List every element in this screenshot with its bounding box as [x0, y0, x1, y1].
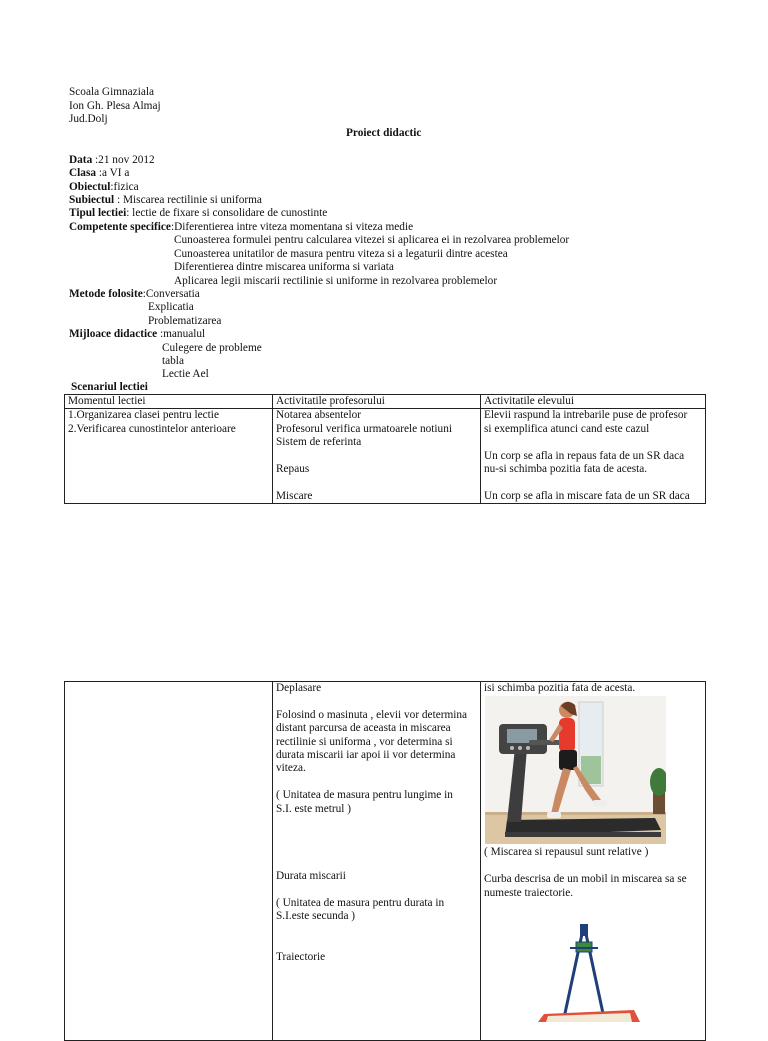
lesson-type-value: : lectie de fixare si consolidare de cunostinte [126, 207, 328, 219]
cell-line: Curba descrisa de un mobil in miscarea sa se [484, 873, 687, 886]
compass-clipart [514, 922, 664, 1022]
cell-line: ( Unitatea de masura pentru durata in [276, 896, 445, 909]
cell-line: Un corp se afla in miscare fata de un SR daca [484, 489, 690, 502]
column-header: Activitatile profesorului [273, 395, 481, 409]
means-label: Mijloace didactice [69, 328, 158, 340]
cell-line: ( Unitatea de masura pentru lungime in [276, 789, 453, 802]
competences-line [69, 221, 413, 234]
subject-line [69, 194, 262, 207]
table-header-row [65, 395, 706, 409]
cell-line: Sistem de referinta [276, 436, 362, 449]
teacher-activity-cell [273, 409, 481, 504]
cell-line: S.I.este secunda ) [276, 910, 356, 923]
cell-line: nu-si schimba pozitia fata de acesta. [484, 463, 648, 476]
means-line [69, 328, 205, 341]
lesson-table [64, 394, 706, 504]
lesson-type-label: Tipul lectiei [69, 207, 127, 219]
treadmill-photo [485, 696, 666, 844]
teacher-name: Ion Gh. Plesa Almaj [69, 100, 161, 112]
document-title: Proiect didactic [346, 127, 422, 139]
teacher-activity-cell [273, 682, 481, 1041]
cell-line: Folosind o masinuta , elevii vor determina [276, 708, 468, 721]
cell-line: numeste traiectorie. [484, 886, 574, 899]
lesson-moment-cell [65, 409, 273, 504]
column-header: Activitatile elevului [481, 395, 706, 409]
object-value: :fizica [110, 181, 139, 193]
method-item: Explicatia [148, 301, 194, 313]
cell-line: Deplasare [276, 682, 322, 694]
cell-line: S.I. este metrul ) [276, 802, 351, 815]
competences-label: Competente specifice [69, 221, 171, 233]
method-item: :Conversatia [142, 288, 200, 300]
scenario-label: Scenariul lectiei [71, 381, 148, 393]
competence-item: Aplicarea legii miscarii rectilinie si uniforme in rezolvarea problemelor [174, 275, 498, 287]
means-item: Culegere de probleme [162, 342, 262, 354]
competence-item: Cunoasterea formulei pentru calcularea vitezei si aplicarea ei in rezolvarea problemelor [174, 234, 570, 246]
table-row [65, 682, 706, 1041]
cell-line: Repaus [276, 463, 310, 476]
cell-line: isi schimba pozitia fata de acesta. [484, 682, 636, 694]
lesson-type-line [69, 207, 327, 220]
means-item: :manualul [157, 328, 206, 340]
methods-label: Metode folosite [69, 288, 143, 300]
county: Jud.Dolj [69, 113, 108, 125]
cell-line: viteza. [276, 762, 306, 775]
column-header: Momentul lectiei [65, 395, 273, 409]
date-label: Data [69, 154, 93, 166]
cell-line: Durata miscarii [276, 870, 346, 883]
cell-line: distant parcursa de aceasta in miscarea [276, 722, 451, 735]
object-label: Obiectul [69, 181, 111, 193]
cell-line: Profesorul verifica urmatoarele notiuni [276, 422, 452, 435]
cell-line: ( Miscarea si repausul sunt relative ) [484, 846, 649, 859]
methods-line [69, 288, 200, 301]
competence-item: Diferentierea dintre miscarea uniforma si variata [174, 261, 394, 273]
table-row [65, 409, 706, 504]
class-value: :a VI a [96, 167, 130, 179]
cell-line: Miscare [276, 489, 313, 502]
cell-line: si exemplifica atunci cand este cazul [484, 422, 650, 435]
student-activity-cell [481, 409, 706, 504]
method-item: Problematizarea [148, 315, 222, 327]
subject-value: : Miscarea rectilinie si uniforma [114, 194, 262, 206]
lesson-moment-cell [65, 682, 273, 1041]
cell-line: 2.Verificarea cunostintelor anterioare [68, 422, 236, 435]
cell-line: Un corp se afla in repaus fata de un SR daca [484, 449, 685, 462]
date-value: :21 nov 2012 [92, 154, 155, 166]
student-activity-cell [481, 682, 706, 1041]
means-item: Lectie Ael [162, 368, 209, 380]
competence-item: :Diferentierea intre viteza momentana si viteza medie [170, 221, 414, 233]
class-line [69, 167, 129, 180]
subject-label: Subiectul [69, 194, 115, 206]
school-name: Scoala Gimnaziala [69, 86, 155, 98]
cell-line: 1.Organizarea clasei pentru lectie [68, 409, 219, 422]
competence-item: Cunoasterea unitatilor de masura pentru viteza si a legaturii dintre acestea [174, 248, 508, 260]
class-label: Clasa [69, 167, 96, 179]
cell-line: Elevii raspund la intrebarile puse de profesor [484, 409, 688, 422]
object-line [69, 181, 139, 194]
cell-line: Notarea absentelor [276, 409, 361, 422]
lesson-table-continued [64, 681, 706, 1041]
cell-line: durata miscarii iar apoi ii vor determina [276, 749, 456, 762]
means-item: tabla [162, 355, 184, 367]
cell-line: rectilinie si uniforma , vor determina si [276, 735, 453, 748]
date-line [69, 154, 155, 167]
cell-line: Traiectorie [276, 950, 326, 963]
